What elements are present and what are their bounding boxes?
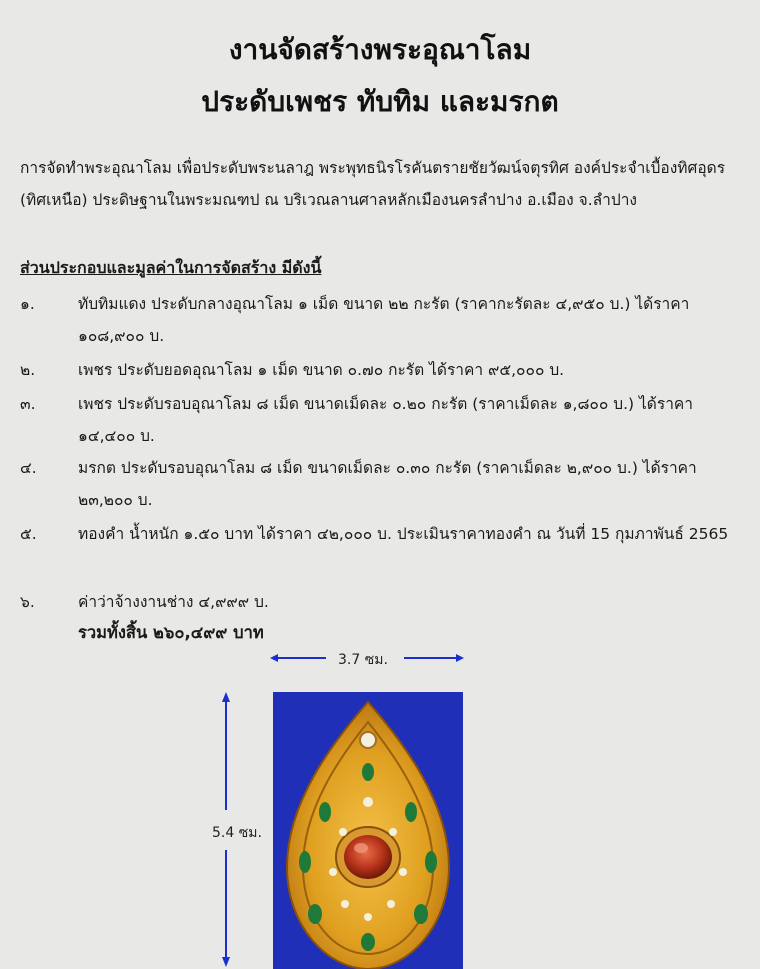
item-text: ทองคำ น้ำหนัก ๑.๕๐ บาท ได้ราคา ๔๒,๐๐๐ บ. ประเมินราคาทองคำ ณ วันที่ 15 กุมภาพันธ์ 2565: [78, 525, 729, 543]
item-number: ๒.: [20, 361, 36, 379]
item-number: ๓.: [20, 395, 36, 413]
item-number: ๖.: [20, 593, 35, 611]
unalom-jewel-photo: [273, 692, 463, 969]
unalom-jewel-illustration: [273, 692, 463, 969]
item-number: ๕.: [20, 525, 37, 543]
document-title-line1: งานจัดสร้างพระอุณาโลม: [228, 33, 532, 66]
item-text: ทับทิมแดง ประดับกลางอุณาโลม ๑ เม็ด ขนาด ๒๒ กะรัต (ราคากะรัตละ ๔,๙๕๐ บ.) ได้ราคา ๑๐๘,๙๐๐ บ.: [78, 295, 690, 345]
width-label: 3.7 ซม.: [338, 652, 388, 668]
item-text: เพชร ประดับรอบอุณาโลม ๘ เม็ด ขนาดเม็ดละ ๐.๒๐ กะรัต (ราคาเม็ดละ ๑,๘๐๐ บ.) ได้ราคา ๑๔,๔๐๐ บ.: [78, 395, 693, 445]
item-text: มรกต ประดับรอบอุณาโลม ๘ เม็ด ขนาดเม็ดละ ๐.๓๐ กะรัต (ราคาเม็ดละ ๒,๙๐๐ บ.) ได้ราคา ๒๓,๒๐๐ บ.: [78, 459, 697, 509]
item-number: ๔.: [20, 459, 37, 477]
document-title-line2: ประดับเพชร ทับทิม และมรกต: [201, 85, 559, 118]
intro-paragraph: การจัดทำพระอุณาโลม เพื่อประดับพระนลาฎ พระพุทธนิรโรคันตรายชัยวัฒน์จตุรทิศ องค์ประจำเบื้องทิศอุดร (ทิศเหนือ) ประดิษฐานในพระมณฑป ณ บริเวณลานศาลหลักเมืองนครลำปาง อ.เมือง จ.ลำปาง: [20, 159, 726, 209]
total-amount: รวมทั้งสิ้น ๒๖๐,๔๙๙ บาท: [78, 623, 264, 642]
item-text: ค่าว่าจ้างงานช่าง ๔,๙๙๙ บ.: [78, 593, 269, 611]
item-number: ๑.: [20, 295, 35, 313]
components-subheading: ส่วนประกอบและมูลค่าในการจัดสร้าง มีดังนี้: [20, 258, 322, 277]
height-label: 5.4 ซม.: [212, 825, 262, 841]
item-text: เพชร ประดับยอดอุณาโลม ๑ เม็ด ขนาด ๐.๗๐ กะรัต ได้ราคา ๙๕,๐๐๐ บ.: [78, 361, 565, 379]
